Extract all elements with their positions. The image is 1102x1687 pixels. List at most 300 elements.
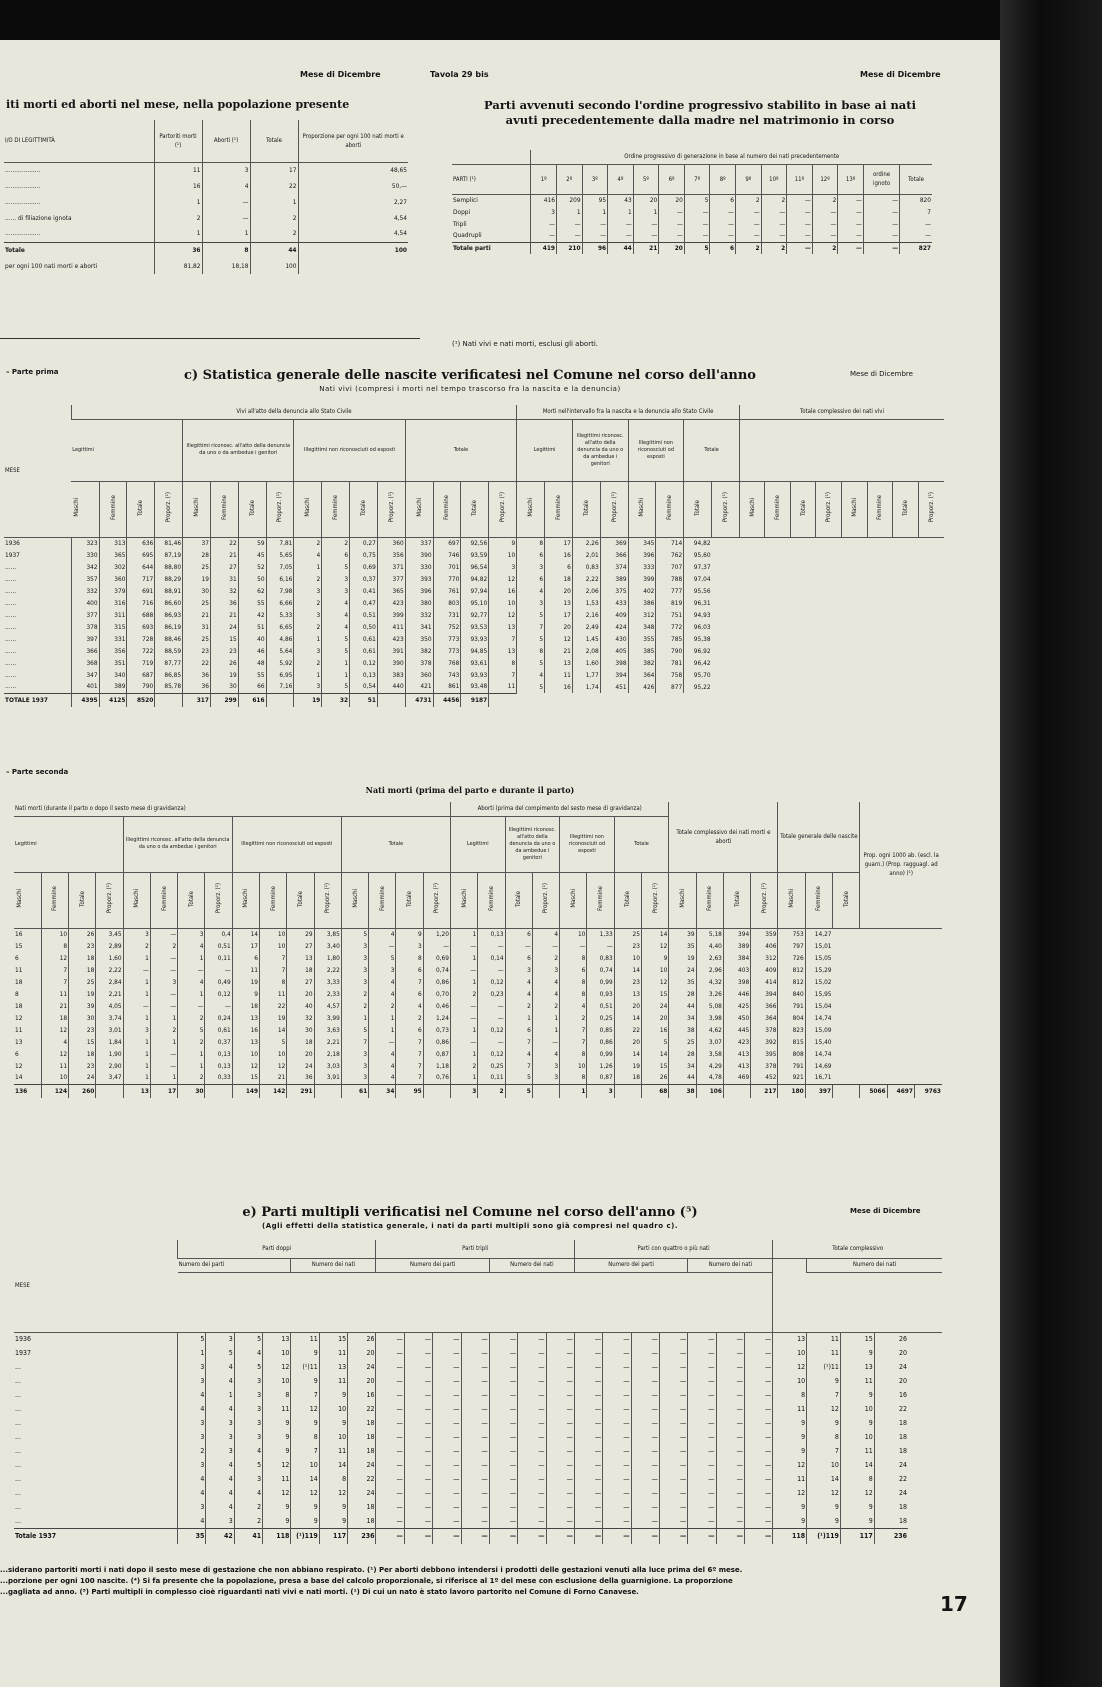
table-cell: — xyxy=(744,1444,772,1458)
table-cell: — xyxy=(659,1416,687,1430)
table-cell: 11 xyxy=(260,988,287,1000)
table-cell: — xyxy=(716,1528,744,1544)
table-cell: 3 xyxy=(294,585,322,597)
table-row xyxy=(452,242,932,254)
table-cell: 5 xyxy=(517,633,545,645)
table-cell: — xyxy=(518,1500,546,1514)
table-row xyxy=(4,258,408,274)
table-row xyxy=(14,1084,942,1098)
table-cell: 25 xyxy=(614,928,641,940)
table-cell: 4 xyxy=(178,1486,206,1500)
table-cell: — xyxy=(603,1458,631,1472)
table-cell: 26 xyxy=(874,1332,908,1346)
table-cell: 13 xyxy=(232,1012,259,1024)
col-group: Ordine progressivo di generazione in base al numero dei nati precedentemente xyxy=(531,150,932,164)
table-cell: 5 xyxy=(178,1024,205,1036)
table-cell: — xyxy=(744,1528,772,1544)
table-cell: 5 xyxy=(178,1332,206,1346)
col-head xyxy=(123,872,150,928)
col-head xyxy=(684,481,712,537)
col-head xyxy=(778,872,805,928)
table-cell: 95 xyxy=(396,1084,423,1098)
table-cell: 3 xyxy=(178,1416,206,1430)
table-row xyxy=(4,162,408,178)
table-cell: 691 xyxy=(127,585,155,597)
table-cell: 15,04 xyxy=(805,1000,832,1012)
table-cell: — xyxy=(710,230,736,242)
table-cell: 393 xyxy=(405,573,433,585)
table-row xyxy=(452,230,932,242)
table-cell: — xyxy=(659,1388,687,1402)
table-cell: — xyxy=(744,1486,772,1500)
table-cell: 7 xyxy=(291,1444,319,1458)
table-cell: 86,85 xyxy=(155,669,183,681)
table-cell: 20 xyxy=(348,1374,376,1388)
table-cell: 2 xyxy=(451,988,478,1000)
table-cell: 4 xyxy=(178,1472,206,1486)
col-letter: Proporz. (¹) xyxy=(651,883,659,914)
table-cell: 1 xyxy=(556,206,582,218)
table-cell: 43 xyxy=(608,194,634,206)
table-cell: 96,42 xyxy=(684,657,712,669)
table-cell: — xyxy=(736,230,762,242)
table-cell: 4 xyxy=(369,988,396,1000)
table-cell: ... xyxy=(15,1516,21,1525)
table-cell: 380 xyxy=(405,597,433,609)
table-cell: 24 xyxy=(874,1360,908,1374)
table-cell: 2,49 xyxy=(572,621,600,633)
table-cell: — xyxy=(489,1360,517,1374)
table-cell: 26 xyxy=(348,1332,376,1346)
table-cell: 4 xyxy=(505,988,532,1000)
table-cell: 5 xyxy=(641,1036,668,1048)
table-cell: 1936 xyxy=(5,538,20,547)
col-letter: Femmine xyxy=(554,495,562,520)
col-head: 10º xyxy=(761,164,787,194)
table-cell: 22 xyxy=(183,657,211,669)
table-cell: 9 xyxy=(807,1514,841,1528)
group-head: Totale complessivo xyxy=(773,1240,942,1258)
table-cell: 18 xyxy=(874,1444,908,1458)
table-cell: 1 xyxy=(322,669,350,681)
table-row xyxy=(4,645,944,657)
table-cell: — xyxy=(546,1444,574,1458)
table-cell: — xyxy=(150,988,177,1000)
col-head xyxy=(739,481,765,537)
table-cell: 4,40 xyxy=(696,940,723,952)
table-cell: 5 xyxy=(505,1072,532,1084)
table-cell: — xyxy=(736,218,762,230)
table-cell: 7 xyxy=(489,669,517,681)
col-letter: Maschi xyxy=(850,498,858,517)
table-cell: 5 xyxy=(234,1458,262,1472)
col-letter: Femmine xyxy=(160,886,168,911)
table-cell xyxy=(532,1084,559,1098)
table-cell: 401 xyxy=(71,681,99,693)
table-cell: ... xyxy=(15,1405,21,1413)
table-cell: 13 xyxy=(489,645,517,657)
table-cell: — xyxy=(688,1472,716,1486)
table-cell: 5,08 xyxy=(696,1000,723,1012)
table-cell: 42 xyxy=(206,1528,234,1544)
table-cell: 3 xyxy=(451,1084,478,1098)
table-cell: 0,99 xyxy=(587,976,614,988)
table-cell: 17 xyxy=(232,940,259,952)
table-cell: 11 xyxy=(319,1374,347,1388)
table-cell: 24 xyxy=(641,1000,668,1012)
table-cell: — xyxy=(603,1332,631,1346)
table-cell: 38 xyxy=(669,1024,696,1036)
table-cell: — xyxy=(518,1430,546,1444)
table-cell: 414 xyxy=(751,976,778,988)
table-cell: 14 xyxy=(614,1048,641,1060)
table-cell: — xyxy=(863,194,899,206)
table-cell: (¹)11 xyxy=(291,1360,319,1374)
table-cell: 10 xyxy=(291,1458,319,1472)
col-head xyxy=(833,872,860,928)
col-head xyxy=(751,872,778,928)
table-cell: — xyxy=(608,230,634,242)
table-cell: 28 xyxy=(669,1048,696,1060)
table-cell: 48 xyxy=(238,657,266,669)
table-cell: 357 xyxy=(71,573,99,585)
table-cell: 5 xyxy=(684,194,710,206)
table-cell: 11 xyxy=(291,1332,319,1346)
table-cell: 18 xyxy=(874,1514,908,1528)
table-cell: — xyxy=(659,1528,687,1544)
table-cell: — xyxy=(433,1416,461,1430)
table-cell: 22 xyxy=(348,1402,376,1416)
table-cell: 4,54 xyxy=(298,226,408,242)
table-cell: 16 xyxy=(348,1388,376,1402)
table-cell: 4,54 xyxy=(298,210,408,226)
table-cell: Tripli xyxy=(453,219,467,228)
table-cell: 15,95 xyxy=(805,988,832,1000)
table-cell: 46 xyxy=(238,645,266,657)
table-cell: 1 xyxy=(123,976,150,988)
table-cell: 1 xyxy=(369,1024,396,1036)
table-cell: 7,16 xyxy=(266,681,294,693)
table-cell: 2 xyxy=(812,194,838,206)
table-cell: — xyxy=(688,1360,716,1374)
table-cell: 9 xyxy=(773,1500,807,1514)
table-cell: — xyxy=(688,1332,716,1346)
table-cell: 9187 xyxy=(461,693,489,707)
table-cell: — xyxy=(838,242,864,254)
table-cell: 0,24 xyxy=(205,1012,232,1024)
table-cell: — xyxy=(716,1500,744,1514)
table-cell: 5 xyxy=(684,242,710,254)
table-cell: 30 xyxy=(287,1024,314,1036)
table-cell: — xyxy=(433,1430,461,1444)
col-letter: Proporz. (¹) xyxy=(542,883,550,914)
col-head xyxy=(478,872,505,928)
col-head xyxy=(517,481,545,537)
col-head: PARTI (¹) xyxy=(452,164,531,194)
col-head: 5º xyxy=(633,164,659,194)
table-cell: — xyxy=(205,964,232,976)
table-cell: 0,13 xyxy=(205,1048,232,1060)
table-cell: 15 xyxy=(641,988,668,1000)
table-cell: — xyxy=(376,1486,404,1500)
col-head: Illegittimi non riconosciuti od esposti xyxy=(232,816,341,872)
table-cell: 9 xyxy=(840,1388,874,1402)
table-cell: 2 xyxy=(234,1514,262,1528)
table-cell: 1 xyxy=(150,1012,177,1024)
table-cell: 95,10 xyxy=(461,597,489,609)
table-cell: 6 xyxy=(517,573,545,585)
table-cell: 2,21 xyxy=(96,988,123,1000)
col-head: 7º xyxy=(684,164,710,194)
table-cell: 921 xyxy=(778,1072,805,1084)
table-cell: 20 xyxy=(874,1374,908,1388)
table-cell: 9 xyxy=(263,1444,291,1458)
table-cell: 93,61 xyxy=(461,657,489,669)
table-cell: — xyxy=(489,1332,517,1346)
table-cell: 96 xyxy=(582,242,608,254)
table-cell: 791 xyxy=(778,1060,805,1072)
table-cell: 5 xyxy=(322,633,350,645)
table-cell: 4 xyxy=(206,1360,234,1374)
table-cell: 27 xyxy=(210,561,238,573)
table-cell: 1 xyxy=(608,206,634,218)
table-cell: 6 xyxy=(710,242,736,254)
table-cell: 350 xyxy=(405,633,433,645)
col-head: Totale xyxy=(684,419,740,481)
table-cell: — xyxy=(518,1416,546,1430)
table-cell: 5 xyxy=(322,561,350,573)
col-head xyxy=(918,481,944,537)
table-cell: 35 xyxy=(669,940,696,952)
table-cell: 11 xyxy=(15,965,23,974)
table-cell: — xyxy=(631,1416,659,1430)
table-cell: 8 xyxy=(41,940,68,952)
table-cell: 31 xyxy=(210,573,238,585)
table-cell: 3 xyxy=(202,162,250,178)
table-cell: 25 xyxy=(183,633,211,645)
table-cell: 6 xyxy=(396,1024,423,1036)
table-cell: — xyxy=(710,218,736,230)
table-cell: 16 xyxy=(154,178,202,194)
table-cell: 379 xyxy=(99,585,127,597)
col-letter: Proporz. (¹) xyxy=(760,883,768,914)
table-cell: 2,16 xyxy=(572,609,600,621)
table-cell: 0,51 xyxy=(205,940,232,952)
table-cell: 751 xyxy=(656,609,684,621)
table-cell: 726 xyxy=(778,952,805,964)
table-cell: — xyxy=(205,1000,232,1012)
table-cell: 4 xyxy=(234,1444,262,1458)
table-cell: 4 xyxy=(178,940,205,952)
col-head xyxy=(433,481,461,537)
table-row xyxy=(4,226,408,242)
table-cell: — xyxy=(461,1430,489,1444)
table-cell: 1 xyxy=(294,561,322,573)
table-cell: 752 xyxy=(433,621,461,633)
col-head xyxy=(451,872,478,928)
table-cell: 396 xyxy=(405,585,433,597)
table-cell: 2,26 xyxy=(572,537,600,549)
table-cell: 4 xyxy=(369,928,396,940)
table-cell: 3,47 xyxy=(96,1072,123,1084)
table-cell: 4 xyxy=(396,1000,423,1012)
table-cell: 2 xyxy=(532,1000,559,1012)
table-cell: 0,87 xyxy=(423,1048,450,1060)
table-cell: 797 xyxy=(778,940,805,952)
table-cell: 25 xyxy=(69,976,96,988)
table-cell: — xyxy=(631,1528,659,1544)
table-cell: — xyxy=(574,1332,602,1346)
table-cell: — xyxy=(556,230,582,242)
table-cell: — xyxy=(631,1332,659,1346)
table-cell: 4 xyxy=(517,669,545,681)
table-cell: 0,25 xyxy=(478,1060,505,1072)
table-cell: 790 xyxy=(656,645,684,657)
table-cell: 2 xyxy=(478,1084,505,1098)
table-cell: — xyxy=(369,1036,396,1048)
table-cell: 6 xyxy=(505,928,532,940)
table-cell: 3 xyxy=(234,1430,262,1444)
table-cell: — xyxy=(688,1500,716,1514)
col-letter: Totale xyxy=(406,890,414,907)
table-row xyxy=(4,549,944,561)
table-cell: 3 xyxy=(123,928,150,940)
table-cell: 3,99 xyxy=(314,1012,341,1024)
table-cell: 1,84 xyxy=(96,1036,123,1048)
table-cell: 5 xyxy=(341,1024,368,1036)
table-cell: 11 xyxy=(489,681,517,693)
table-cell: 4 xyxy=(206,1500,234,1514)
table-cell: — xyxy=(716,1430,744,1444)
table-cell: 11 xyxy=(545,669,573,681)
table-cell: 40 xyxy=(287,1000,314,1012)
table-cell: — xyxy=(631,1458,659,1472)
table-cell: 16 xyxy=(545,681,573,693)
table-cell: 9 xyxy=(396,928,423,940)
table-cell: 18 xyxy=(348,1444,376,1458)
table-cell: 0,87 xyxy=(587,1072,614,1084)
table-cell: — xyxy=(688,1444,716,1458)
table-cell: (¹)119 xyxy=(291,1528,319,1544)
table-cell: 9 xyxy=(489,537,517,549)
table-cell: ...... xyxy=(5,598,17,607)
table-cell: 9 xyxy=(773,1514,807,1528)
table-cell: 0,37 xyxy=(205,1036,232,1048)
table-cell: 13 xyxy=(773,1332,807,1346)
table-cell: 14 xyxy=(614,1012,641,1024)
table-cell: 11 xyxy=(840,1444,874,1458)
table-cell: 1,24 xyxy=(423,1012,450,1024)
table-cell: — xyxy=(461,1402,489,1416)
table-cell: 3 xyxy=(341,1048,368,1060)
table-cell: — xyxy=(489,1416,517,1430)
table-cell: — xyxy=(787,218,813,230)
col-head: Illegittimi non riconosciuti od esposti xyxy=(294,419,405,481)
table-cell: 425 xyxy=(723,1000,750,1012)
table-cell: 9 xyxy=(291,1346,319,1360)
table-cell: — xyxy=(787,242,813,254)
table-cell: — xyxy=(150,964,177,976)
table-cell: 8 xyxy=(560,952,587,964)
table-cell: — xyxy=(433,1514,461,1528)
table-cell: 2 xyxy=(234,1500,262,1514)
table-cell: 44 xyxy=(250,242,298,258)
table-cell: 2,96 xyxy=(696,964,723,976)
table-cell: — xyxy=(688,1346,716,1360)
table-cell: 236 xyxy=(348,1528,376,1544)
table-cell: 0,27 xyxy=(350,537,378,549)
table-cell: 1 xyxy=(123,988,150,1000)
col-letter: Proporz. (¹) xyxy=(324,883,332,914)
table-cell: 97,37 xyxy=(684,561,712,573)
col-letter: Totale xyxy=(901,499,909,516)
table-cell: 22 xyxy=(250,178,298,194)
table-cell: 18 xyxy=(15,1001,23,1010)
table-cell: — xyxy=(716,1416,744,1430)
table-cell: ...... xyxy=(5,574,17,583)
col-head xyxy=(266,481,294,537)
table-cell: ...... di filiazione ignota xyxy=(5,213,72,222)
table-cell: 9 xyxy=(319,1500,347,1514)
table-cell: 2 xyxy=(322,537,350,549)
table-cell: 9 xyxy=(807,1374,841,1388)
table-cell: 20 xyxy=(641,1012,668,1024)
table-cell: 19 xyxy=(260,1012,287,1024)
table-cell: — xyxy=(560,940,587,952)
table-cell: — xyxy=(178,964,205,976)
table-cell: 3 xyxy=(517,561,545,573)
table-cell: 360 xyxy=(377,537,405,549)
table-cell: 1,77 xyxy=(572,669,600,681)
table-cell: — xyxy=(451,1036,478,1048)
table-cell: ...... xyxy=(5,562,17,571)
group-head: Totale complessivo dei nati vivi xyxy=(739,405,944,419)
table-cell: 4 xyxy=(369,1072,396,1084)
table-cell: 8 xyxy=(560,988,587,1000)
table-cell: 377 xyxy=(377,573,405,585)
table-cell: — xyxy=(574,1402,602,1416)
page-number: 17 xyxy=(940,1592,968,1616)
table-cell: 14 xyxy=(232,928,259,940)
table-cell: 1 xyxy=(560,1084,587,1098)
table-cell: 4697 xyxy=(887,1084,914,1098)
table-cell: 30 xyxy=(178,1084,205,1098)
table-cell: per ogni 100 nati morti e aborti xyxy=(5,261,98,270)
table-cell: 95,22 xyxy=(684,681,712,693)
table-cell: 15 xyxy=(210,633,238,645)
col-letter: Femmine xyxy=(487,886,495,911)
table-cell: 313 xyxy=(99,537,127,549)
col-letter: Maschi xyxy=(460,889,468,908)
table-cell: 2 xyxy=(560,1012,587,1024)
table-cell: 1 xyxy=(178,1346,206,1360)
table-cell: 0,61 xyxy=(350,645,378,657)
table-cell: 34 xyxy=(369,1084,396,1098)
table-cell: 24 xyxy=(874,1486,908,1500)
table-cell: ... xyxy=(15,1447,21,1455)
col-letter: Maschi xyxy=(748,498,756,517)
table-cell: — xyxy=(404,1332,432,1346)
table-cell: 0,69 xyxy=(350,561,378,573)
table-cell: 15 xyxy=(232,1072,259,1084)
table-cell: 413 xyxy=(723,1048,750,1060)
table-cell: 6,65 xyxy=(266,621,294,633)
table-cell: — xyxy=(744,1472,772,1486)
table-cell: 762 xyxy=(656,549,684,561)
table-cell: 6,95 xyxy=(266,669,294,681)
col-head: Illegittimi riconosc. all'atto della denuncia da uno o da ambedue i genitori xyxy=(123,816,232,872)
table-cell: 804 xyxy=(778,1012,805,1024)
